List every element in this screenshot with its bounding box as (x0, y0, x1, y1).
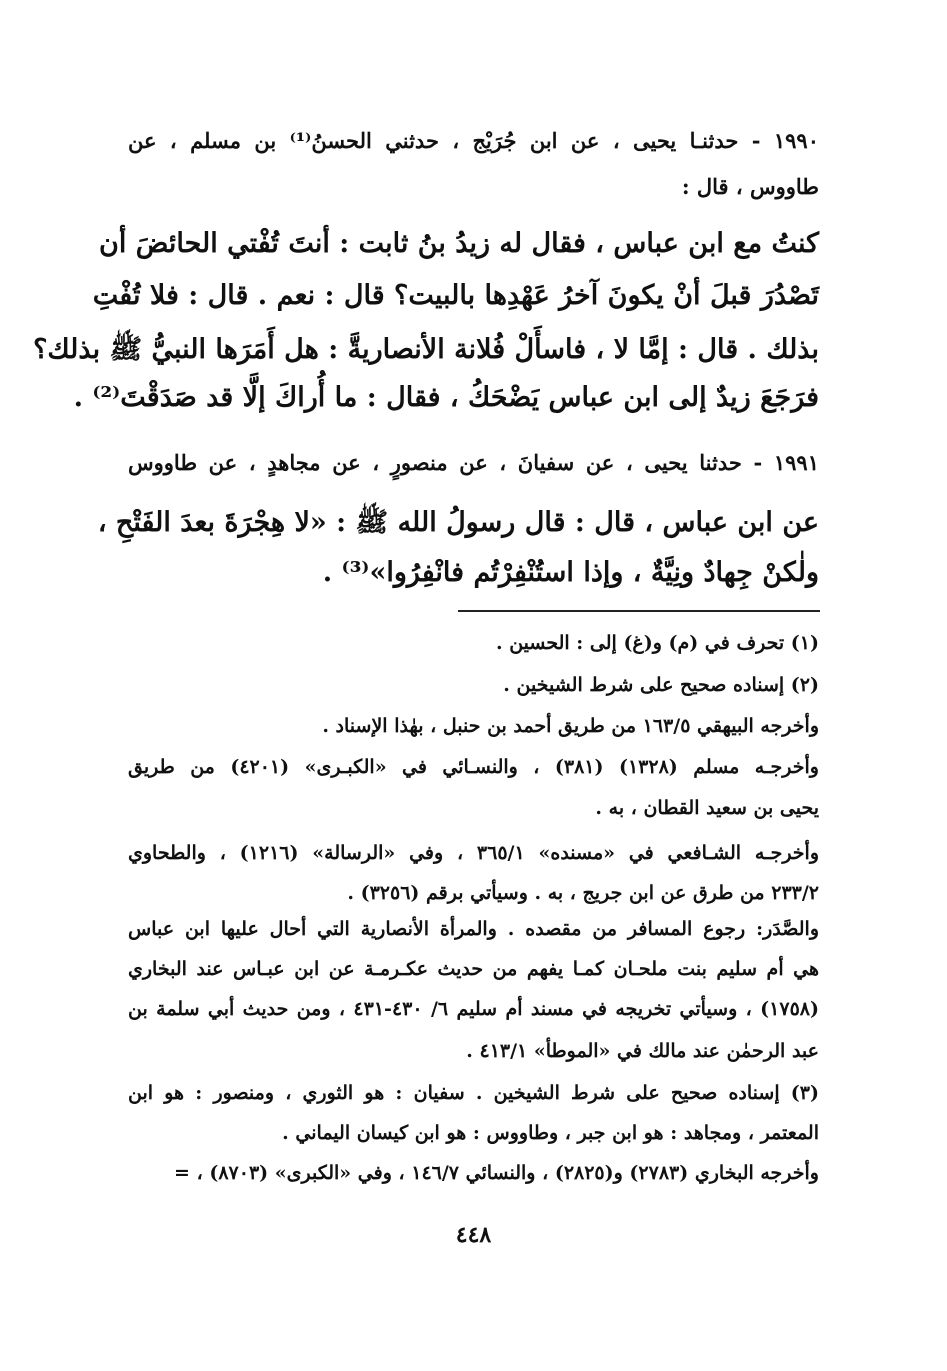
hadith-1991-text-line-1: عن ابن عباس ، قال : قال رسولُ الله ﷺ : «لا هِجْرَةَ بعدَ الفَتْحِ ، (97, 507, 819, 538)
footnote-line-14: وأخرجه البخاري (٢٧٨٣) و(٢٨٢٥) ، والنسائي ١٤٦/٧ ، وفي «الكبرى» (٨٧٠٣) ، = (174, 1162, 819, 1184)
hadith-1990-intro-line-1: ١٩٩٠ - حدثنـا يحيى ، عن ابن جُرَيْج ، حدثني الحسنُ⁽¹⁾ بن مسلم ، عن (128, 128, 819, 153)
hadith-1991-intro-line-1: ١٩٩١ - حدثنا يحيى ، عن سفيانَ ، عن منصورٍ ، عن مجاهدٍ ، عن طاووس (128, 450, 819, 475)
footnote-line-11: عبد الرحمٰن عند مالك في «الموطأ» ٤١٣/١ . (466, 1040, 819, 1062)
hadith-1990-text-line-2: تَصْدُرَ قبلَ أنْ يكونَ آخرُ عَهْدِها بالبيت؟ قال : نعم . قال : فلا تُفْتِ (92, 280, 819, 311)
footnote-line-9: هي أم سليم بنت ملحـان كمـا يفهم من حديث عكـرمـة عن ابن عبـاس عند البخاري (128, 958, 819, 980)
hadith-1991-text-line-2: ولٰكنْ جِهادٌ ونِيَّةٌ ، وإذا استُنْفِرْتُم فانْفِرُوا»⁽³⁾ . (322, 557, 819, 588)
page-number: ٤٤٨ (455, 1222, 492, 1248)
hadith-1990-text-line-4: فرَجَعَ زيدٌ إلى ابن عباس يَضْحَكُ ، فقال : ما أُراكَ إلَّا قد صَدَقْتَ⁽²⁾ . (73, 382, 819, 413)
footnote-line-10: (١٧٥٨) ، وسيأتي تخريجه في مسند أم سليم ٦/ ٤٣٠-٤٣١ ، ومن حديث أبي سلمة بن (128, 998, 819, 1020)
footnote-line-8: والصَّدَر: رجوع المسافر من مقصده . والمرأة الأنصارية التي أحال عليها ابن عباس (128, 918, 819, 940)
footnote-line-1: (١) تحرف في (م) و(غ) إلى : الحسين . (495, 632, 819, 654)
hadith-1990-intro-line-2: طاووس ، قال : (681, 174, 819, 199)
footnote-line-6: وأخرجـه الشـافعي في «مسنده» ٣٦٥/١ ، وفي «الرسالة» (١٢١٦) ، والطحاوي (128, 842, 819, 864)
hadith-1990-text-line-3: بذلك . قال : إمَّا لا ، فاسأَلْ فُلانة الأنصاريةَّ : هل أَمَرَها النبيُّ ﷺ بذلك؟ (33, 334, 819, 365)
footnote-separator (458, 610, 820, 612)
footnote-line-12: (٣) إسناده صحيح على شرط الشيخين . سفيان : هو الثوري ، ومنصور : هو ابن (128, 1082, 819, 1104)
hadith-1990-text-line-1: كنتُ مع ابن عباس ، فقال له زيدُ بنُ ثابت : أنتَ تُفْتي الحائضَ أن (99, 228, 819, 259)
footnote-line-4: وأخرجـه مسلم (١٣٢٨) (٣٨١) ، والنسـائي في «الكبـرى» (٤٢٠١) من طريق (128, 756, 819, 778)
footnote-line-13: المعتمر ، ومجاهد : هو ابن جبر ، وطاووس : هو ابن كيسان اليماني . (282, 1122, 819, 1144)
footnote-line-5: يحيى بن سعيد القطان ، به . (595, 797, 819, 819)
footnote-line-3: وأخرجه البيهقي ١٦٣/٥ من طريق أحمد بن حنبل ، بهٰذا الإسناد . (322, 715, 819, 737)
footnote-line-2: (٢) إسناده صحيح على شرط الشيخين . (503, 674, 819, 696)
footnote-line-7: ٢٣٣/٢ من طرق عن ابن جريج ، به . وسيأتي برقم (٣٢٥٦) . (347, 882, 819, 904)
